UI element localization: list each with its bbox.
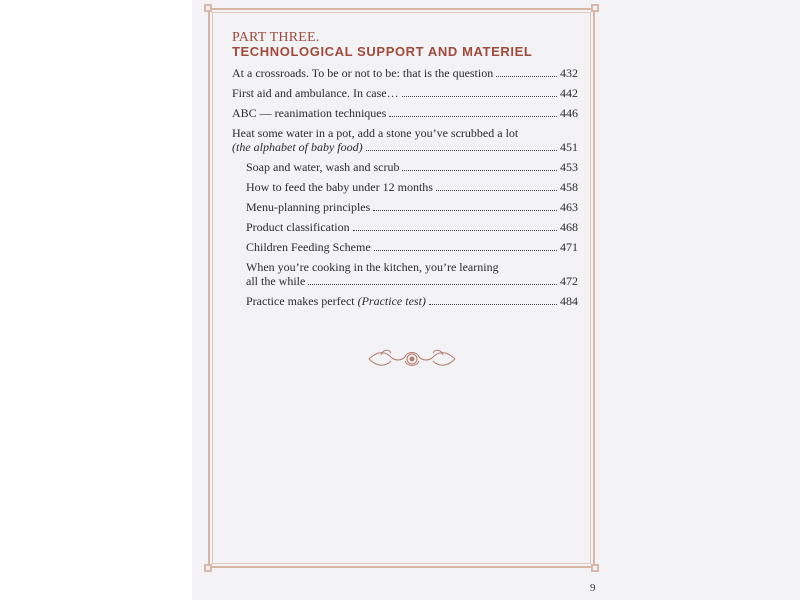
dot-leader: [436, 190, 557, 191]
toc-entry[interactable]: [232, 66, 578, 80]
frame-corner-bottom-right: [591, 564, 599, 572]
toc-entry-title-italic: (Practice test): [357, 294, 426, 308]
part-number-heading: PART THREE.: [232, 30, 320, 45]
page-number: 9: [590, 582, 596, 594]
toc-entry-page: 471: [560, 240, 578, 254]
dot-leader: [373, 210, 557, 211]
toc-entry-title: ABC — reanimation techniques: [232, 106, 387, 120]
toc-subentry[interactable]: [246, 180, 578, 194]
dot-leader: [366, 150, 557, 151]
part-title-heading: TECHNOLOGICAL SUPPORT AND MATERIEL: [232, 44, 533, 59]
toc-entry-page: 463: [560, 200, 578, 214]
toc-entry-title: At a crossroads. To be or not to be: that is the question: [232, 66, 494, 80]
toc-subentry[interactable]: [246, 220, 578, 234]
toc-entry-page: 468: [560, 220, 578, 234]
toc-entry-title: First aid and ambulance. In case…: [232, 86, 399, 100]
dot-leader: [496, 76, 557, 77]
toc-entry[interactable]: [232, 86, 578, 100]
toc-entry-page: 432: [560, 66, 578, 80]
dot-leader: [353, 230, 557, 231]
dot-leader: [308, 284, 557, 285]
toc-entry-page: 472: [560, 274, 578, 288]
toc-entry-page: 446: [560, 106, 578, 120]
toc-entry-title: Menu-planning principles: [246, 200, 371, 214]
toc-entry-title-line2: (the alphabet of baby food): [232, 140, 363, 154]
table-of-contents: [232, 60, 578, 308]
toc-entry-page: 453: [560, 160, 578, 174]
dot-leader: [402, 170, 557, 171]
frame-corner-top-left: [204, 4, 212, 12]
toc-entry-title-line2: all the while: [246, 274, 306, 288]
frame-corner-top-right: [591, 4, 599, 12]
dot-leader: [429, 304, 557, 305]
dot-leader: [374, 250, 557, 251]
toc-entry-title: How to feed the baby under 12 months: [246, 180, 433, 194]
toc-entry-title: Children Feeding Scheme: [246, 240, 371, 254]
toc-entry-title-line1: When you’re cooking in the kitchen, you’re learning: [246, 260, 499, 274]
toc-entry-page: 458: [560, 180, 578, 194]
toc-entry-title: [246, 294, 426, 308]
dot-leader: [402, 96, 557, 97]
toc-entry[interactable]: [232, 106, 578, 120]
dot-leader: [389, 116, 557, 117]
toc-entry-title-line1: Heat some water in a pot, add a stone you’ve scrubbed a lot: [232, 126, 519, 140]
toc-entry[interactable]: [232, 126, 578, 154]
toc-subentry[interactable]: [246, 160, 578, 174]
toc-entry-page: 442: [560, 86, 578, 100]
toc-entry-title: Product classification: [246, 220, 350, 234]
toc-subentry[interactable]: [246, 240, 578, 254]
toc-entry-title: Soap and water, wash and scrub: [246, 160, 400, 174]
floral-ornament-icon: [367, 345, 457, 373]
toc-subentry[interactable]: [246, 200, 578, 214]
frame-corner-bottom-left: [204, 564, 212, 572]
toc-entry-page: 484: [560, 294, 578, 308]
toc-entry-title-main: Practice makes perfect: [246, 294, 355, 308]
toc-subentry[interactable]: [246, 260, 578, 288]
toc-entry-page: 451: [560, 140, 578, 154]
toc-subentry[interactable]: [246, 294, 578, 308]
